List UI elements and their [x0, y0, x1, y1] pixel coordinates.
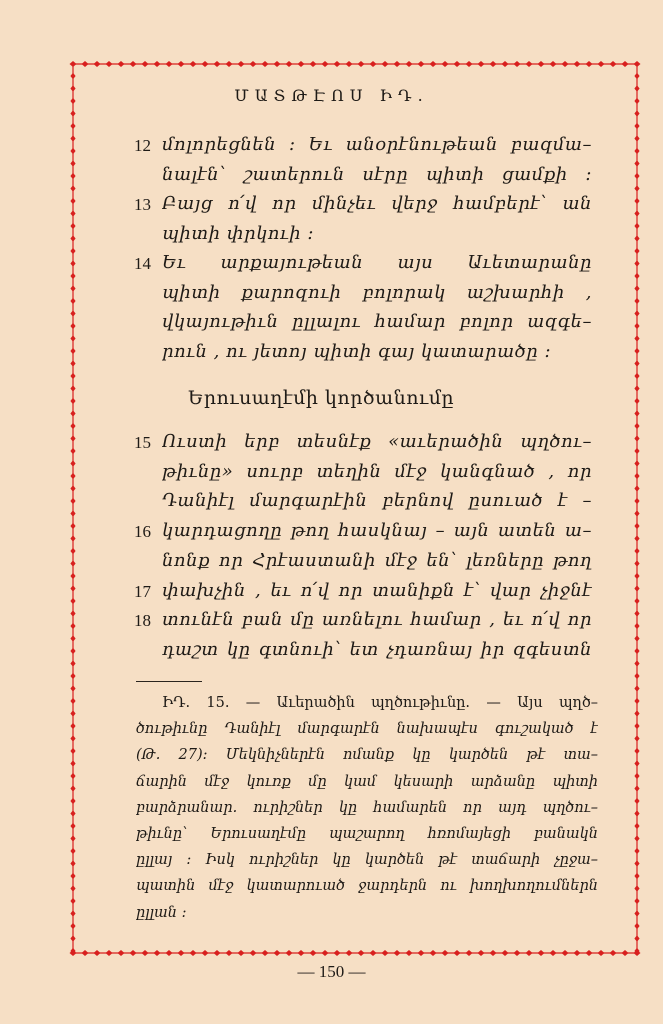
footnote-text: (Թ. 27)։ Մեկնիչներէն ոմանք կը կարծեն թէ տա– [136, 747, 598, 764]
footnote-text: պատին մէջ կատարուած ջարդերն ու խողխողումներն [136, 878, 598, 895]
verse-text: նոնք որ Հրէաստանի մէջ են՝ լեռները թող [162, 549, 592, 571]
verse-text: Դանիէլ մարգարէին բերնով ըսուած է – [162, 490, 592, 512]
verse-line [0, 221, 663, 251]
footnote-line [0, 692, 663, 718]
footnote-text: ըլլայ ։ Իսկ ուրիշներ կը կարծեն թէ տաճարի չըջա– [136, 852, 598, 869]
verse-text: մոլորեցնեն ։ Եւ անօրէնութեան բազմա– [162, 134, 592, 155]
verse-text: կարդացողը թող հասկնայ – այն ատեն ա– [162, 520, 592, 542]
footnote-line [0, 744, 663, 770]
footnote-text: ճարին մէջ կուռք մը կամ կեսարի արձանը պիտի [136, 773, 598, 790]
verse-number: 13 [134, 195, 151, 214]
verse-line [0, 191, 663, 221]
verse-line [0, 518, 663, 548]
footnote-line [0, 849, 663, 875]
footnote-line [0, 902, 663, 928]
footnote-text: թիւնը՝ Երուսաղէմը պաշարող հռոմայեցի բանակն [136, 826, 598, 842]
page-number: — 150 — [297, 962, 366, 981]
verse-line [0, 488, 663, 518]
verse-text: տունէն բան մը առնելու համար , եւ ո՛վ որ [162, 609, 592, 631]
verse-number: 14 [134, 254, 151, 273]
footnote-rule [136, 681, 202, 682]
verse-number: 17 [134, 581, 151, 601]
verse-line [0, 578, 663, 608]
footnote-line [0, 875, 663, 901]
verse-text: նալէն՝ շատերուն սէրը պիտի ցամքի ։ [162, 163, 592, 185]
verse-line [0, 637, 663, 667]
verse-number: 12 [134, 136, 151, 155]
verse-text: Ուստի երբ տեսնէք «աւերածին պղծու– [162, 431, 592, 452]
section-heading: Երուսաղէմի կործանումը [188, 387, 455, 409]
verse-number: 18 [134, 611, 151, 631]
verse-line [0, 162, 663, 192]
footnote-text: ըլլան ։ [136, 904, 187, 921]
verse-line [0, 309, 663, 339]
verse-line [0, 280, 663, 310]
verse-text: պիտի քարոզուի բոլորակ աշխարհի , [162, 281, 592, 303]
verse-line [0, 607, 663, 637]
footnote-text: ծութիւնը Դանիէլ մարգարէն նախապէս գուշակած է [136, 721, 598, 738]
verse-line [0, 429, 663, 459]
verse-line [0, 339, 663, 369]
footnote-line [0, 823, 663, 849]
verse-number: 16 [134, 522, 151, 542]
verse-text: Բայց ո՛վ որ մինչեւ վերջ համբերէ՝ ան [162, 193, 592, 214]
footnote-line [0, 718, 663, 744]
footnote-line [0, 771, 663, 797]
verse-line [0, 250, 663, 280]
verse-text: թիւնը» սուրբ տեղին մէջ կանգնած , որ [162, 460, 592, 482]
verse-text: դաշտ կը գտնուի՝ ետ չդառնայ իր զգեստն [162, 638, 592, 660]
verse-text: պիտի փրկուի ։ [162, 222, 315, 244]
footnote-line [0, 797, 663, 823]
verse-number: 15 [134, 433, 151, 452]
verse-line [0, 459, 663, 489]
verse-text: Եւ արքայութեան այս Աւետարանը [162, 252, 592, 273]
verse-line [0, 132, 663, 162]
verse-text: փախչին , եւ ո՛վ որ տանիքն է՝ վար չիջնէ [162, 579, 592, 601]
footnote-text: բարձրանար. ուրիշներ կը համարեն որ այդ պղծու– [136, 799, 598, 816]
verse-line [0, 548, 663, 578]
footnote-text: ԻԴ. 15. — Աւերածին պղծութիւնը. — Այս պղծ– [162, 695, 598, 711]
running-header: ՄԱՏԹԷՈՍ ԻԴ. [234, 86, 429, 105]
verse-text: վկայութիւն ըլլալու համար բոլոր ազգե– [162, 311, 592, 332]
verse-text: րուն , ու յետոյ պիտի գայ կատարածը ։ [162, 340, 552, 362]
